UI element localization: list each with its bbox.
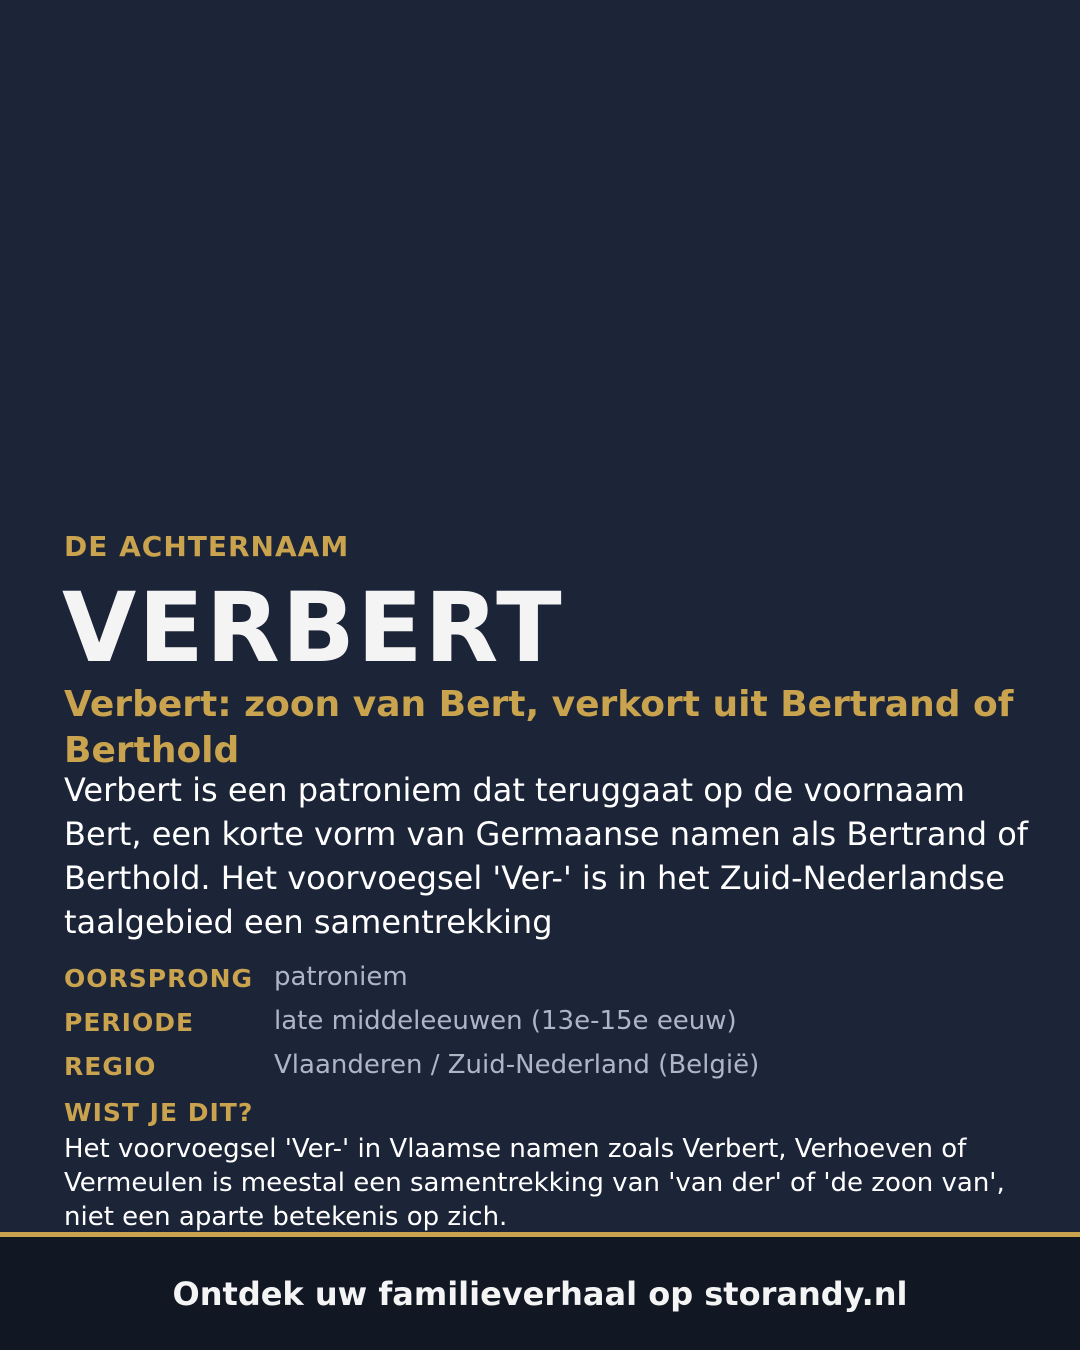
fact-row-region <box>64 1050 1024 1094</box>
facts-list <box>64 962 1024 1094</box>
trivia-heading: WIST JE DIT? <box>64 1098 254 1127</box>
fact-label: OORSPRONG <box>64 964 254 993</box>
fact-value: patroniem <box>274 962 408 992</box>
fact-label: REGIO <box>64 1052 157 1081</box>
surname-description: Verbert is een patroniem dat teruggaat op de voornaam Bert, een korte vorm van Germaanse namen als Bertrand of Berthold. Het voorvoegsel 'Ver-' is in het Zuid-Nederlandse taalgebied een samentrekking <box>64 771 1029 941</box>
section-kicker: DE ACHTERNAAM <box>64 530 350 563</box>
footer-cta-link[interactable]: Ontdek uw familieverhaal op storandy.nl <box>172 1274 908 1313</box>
fact-row-period <box>64 1006 1024 1050</box>
surname-title: VERBERT <box>62 572 564 684</box>
surname-headline: Verbert: zoon van Bert, verkort uit Bertrand of Berthold <box>64 684 1014 771</box>
trivia-text: Het voorvoegsel 'Ver-' in Vlaamse namen zoals Verbert, Verhoeven of Vermeulen is meestal een samentrekking van 'van der' of 'de zoon van', niet een aparte betekenis op zich. <box>64 1134 1005 1232</box>
fact-row-origin <box>64 962 1024 1006</box>
fact-label: PERIODE <box>64 1008 195 1037</box>
fact-value: Vlaanderen / Zuid-Nederland (België) <box>274 1050 760 1080</box>
footer-banner[interactable] <box>0 1237 1080 1350</box>
fact-value: late middeleeuwen (13e-15e eeuw) <box>274 1006 737 1036</box>
